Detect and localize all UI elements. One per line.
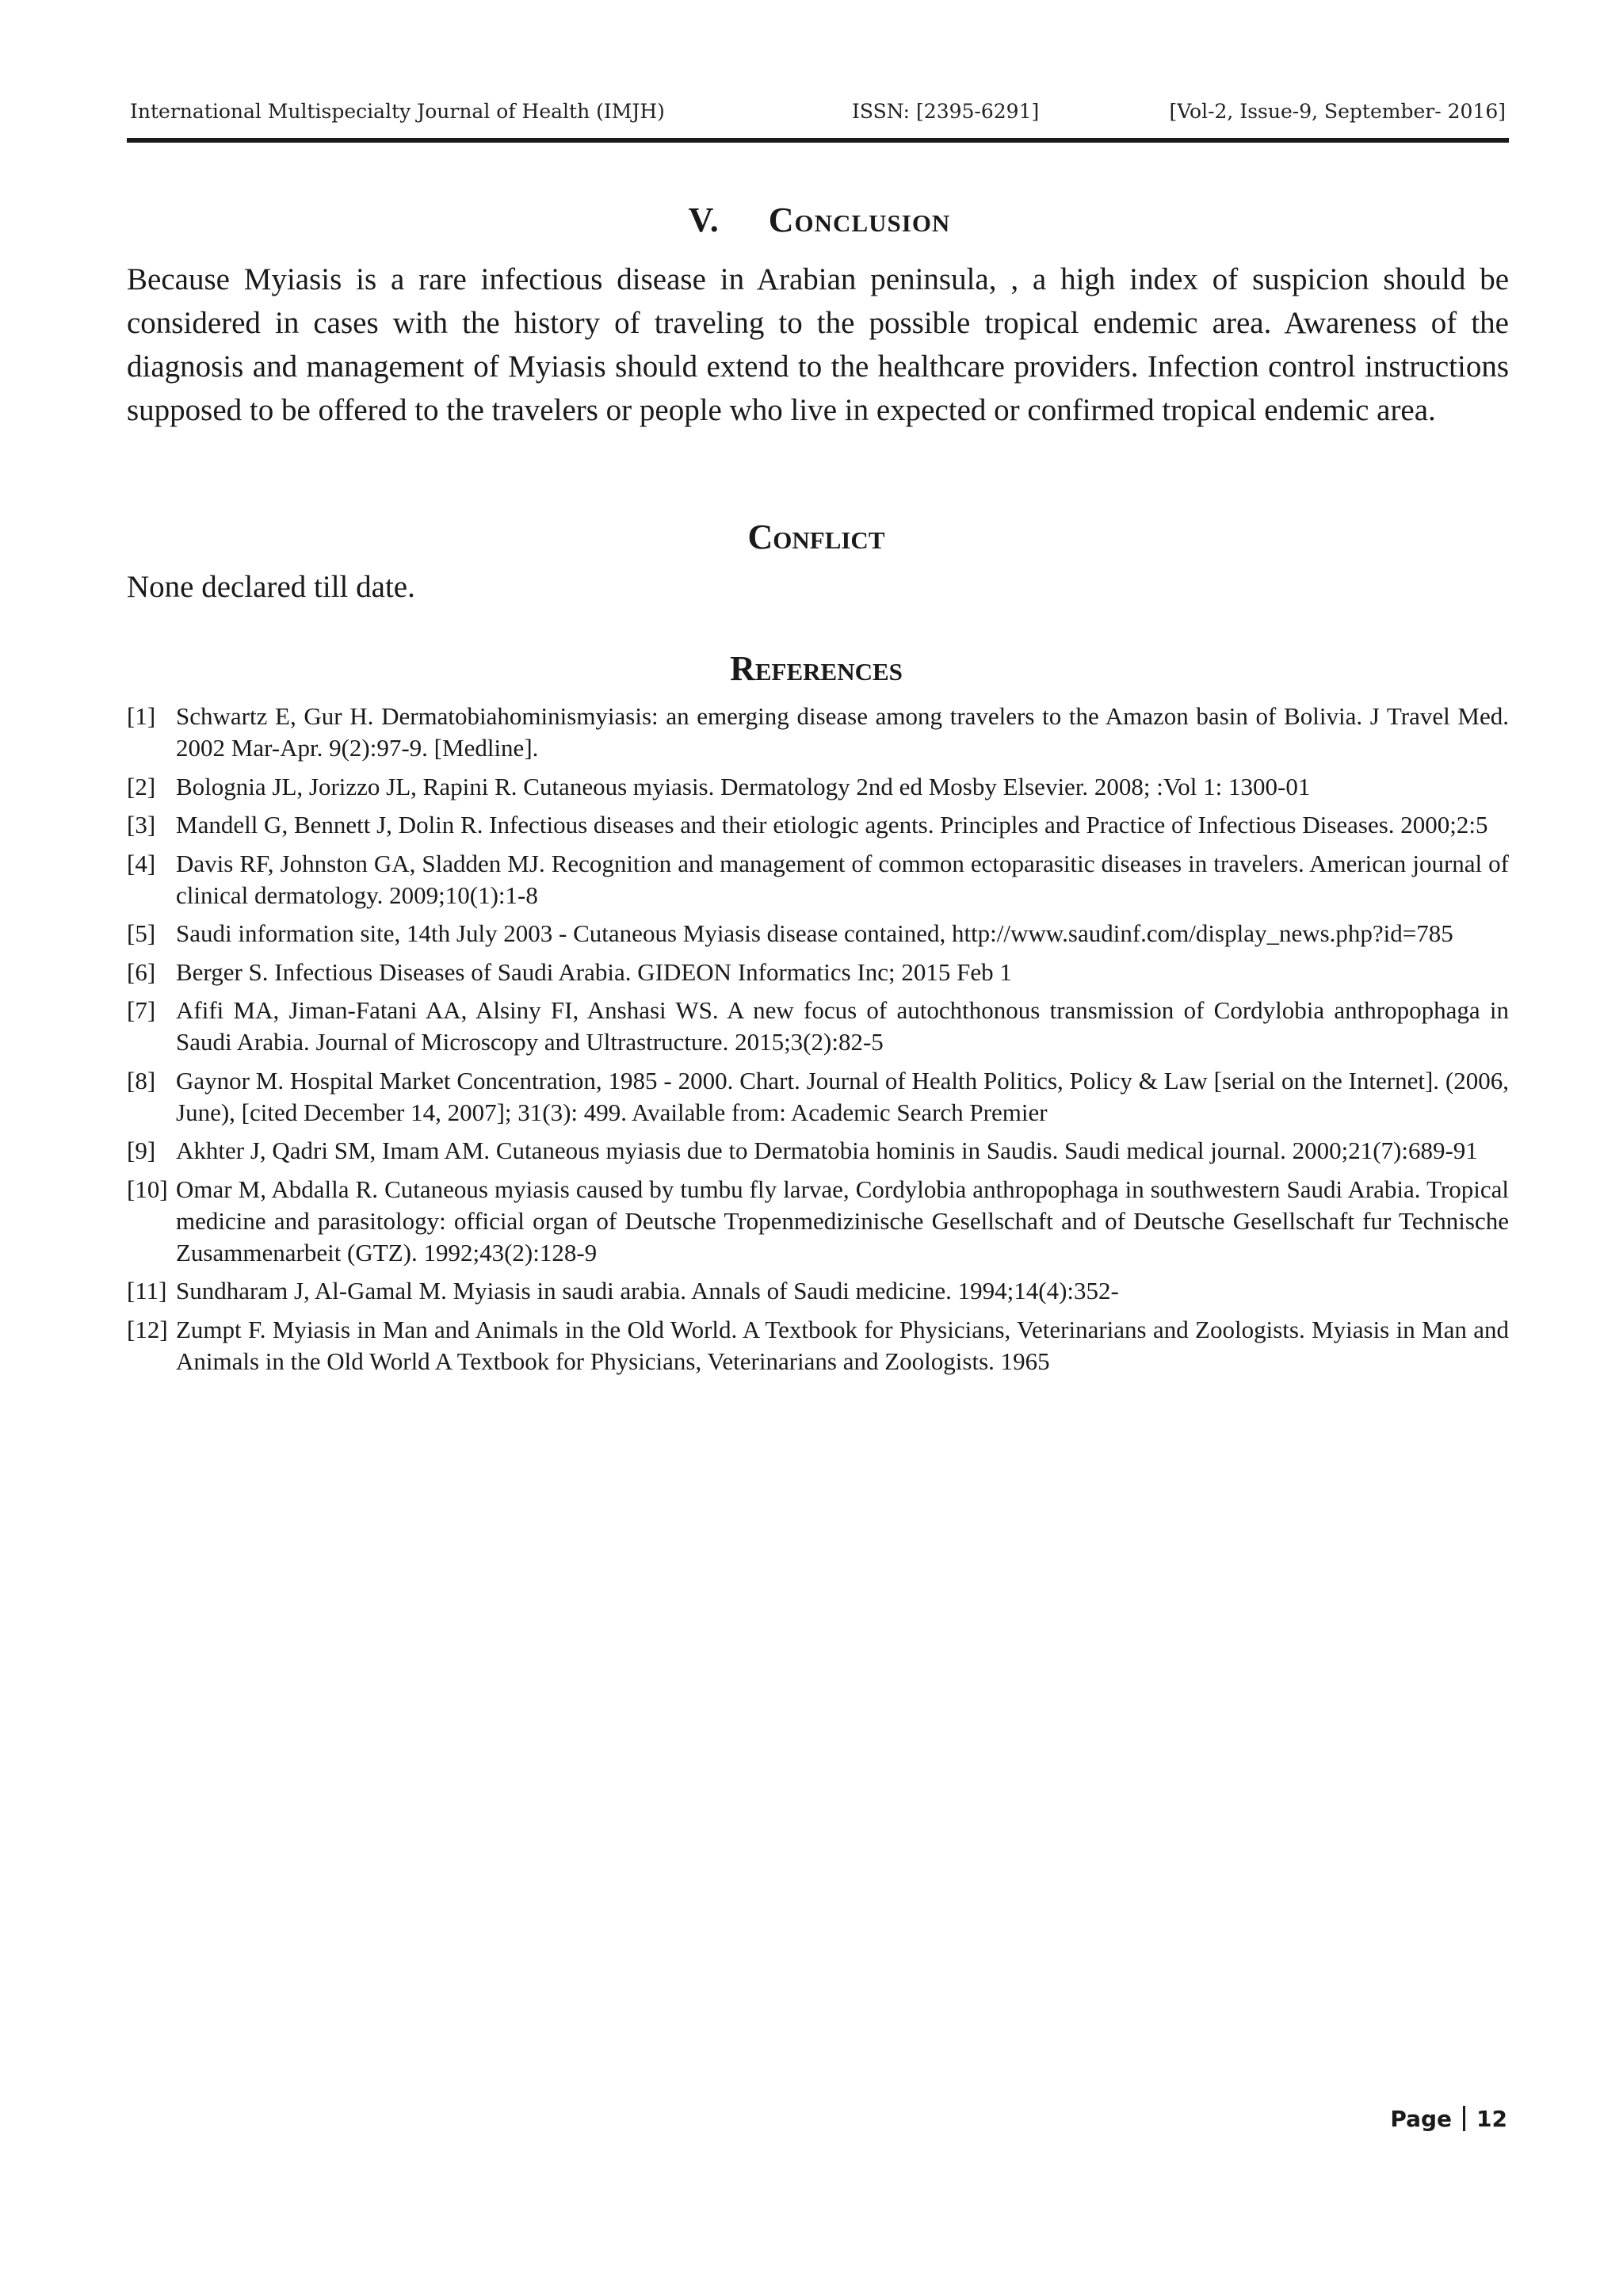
section-number: V.	[688, 201, 720, 239]
reference-item	[127, 1174, 1509, 1269]
page-label: Page	[1390, 2106, 1453, 2132]
reference-item	[127, 1135, 1509, 1167]
reference-text: Afifi MA, Jiman-Fatani AA, Alsiny FI, Anshasi WS. A new focus of autochthonous transmission of Cordylobia anthropophaga in Saudi Arabia. Journal of Microscopy and Ultrastructure. 2015;3(2):82-5	[176, 996, 1509, 1056]
reference-text: Akhter J, Qadri SM, Imam AM. Cutaneous myiasis due to Dermatobia hominis in Saudis. Saudi medical journal. 2000;21(7):689-91	[176, 1137, 1478, 1164]
reference-number: [11]	[127, 1277, 167, 1305]
reference-item	[127, 771, 1509, 803]
reference-item	[127, 1314, 1509, 1377]
footer-divider	[1463, 2106, 1465, 2131]
reference-number: [12]	[127, 1315, 168, 1343]
section-title: Conclusion	[768, 201, 951, 239]
header-rule	[127, 138, 1509, 143]
references-heading: References	[730, 649, 903, 688]
reference-number: [4]	[127, 849, 156, 877]
reference-item	[127, 1065, 1509, 1129]
reference-text: Berger S. Infectious Diseases of Saudi Arabia. GIDEON Informatics Inc; 2015 Feb 1	[176, 957, 1012, 986]
running-header	[127, 100, 1506, 132]
reference-text: Mandell G, Bennett J, Dolin R. Infectious diseases and their etiologic agents. Principles and Practice of Infectious Diseases. 2000;2:5	[176, 811, 1488, 839]
reference-number: [1]	[127, 702, 156, 730]
reference-number: [10]	[127, 1175, 168, 1203]
reference-item	[127, 701, 1509, 764]
reference-item	[127, 918, 1509, 949]
reference-text: Gaynor M. Hospital Market Concentration, 1985 - 2000. Chart. Journal of Health Politics, Policy & Law [serial on the Internet]. (2006, June), [cited December 14, 2007]; 31(3): 499. Available from: Academic Search Premier	[176, 1066, 1509, 1126]
reference-item	[127, 1275, 1509, 1307]
reference-text: Sundharam J, Al-Gamal M. Myiasis in saudi arabia. Annals of Saudi medicine. 1994;14(4):352-	[176, 1277, 1119, 1305]
issn: ISSN: [2395-6291]	[852, 100, 1040, 123]
reference-number: [5]	[127, 919, 156, 947]
reference-item	[127, 957, 1509, 988]
page-footer	[1390, 2106, 1507, 2132]
reference-text: Schwartz E, Gur H. Dermatobiahominismyiasis: an emerging disease among travelers to the Amazon basin of Bolivia. J Travel Med. 2002 Mar-Apr. 9(2):97-9. [Medline].	[176, 702, 1509, 762]
reference-number: [3]	[127, 811, 156, 839]
conclusion-heading	[0, 200, 1623, 240]
reference-item	[127, 809, 1509, 841]
journal-title: International Multispecialty Journal of Health (IMJH)	[130, 100, 665, 123]
reference-item	[127, 995, 1509, 1058]
reference-list	[127, 701, 1509, 1384]
reference-number: [7]	[127, 996, 156, 1024]
page-number: 12	[1476, 2106, 1507, 2132]
conflict-heading: Conflict	[747, 518, 885, 556]
reference-number: [9]	[127, 1137, 156, 1164]
conclusion-paragraph: Because Myiasis is a rare infectious disease in Arabian peninsula, , a high index of suspicion should be considered in cases with the history of traveling to the possible tropical endemic area. Awareness of the diagnosis and management of Myiasis should extend to the healthcare providers. Infection control instructions supposed to be offered to the travelers or people who live in expected or confirmed tropical endemic area.	[127, 262, 1509, 427]
conflict-text: None declared till date.	[127, 570, 415, 604]
reference-number: [6]	[127, 957, 156, 986]
reference-text: Omar M, Abdalla R. Cutaneous myiasis caused by tumbu fly larvae, Cordylobia anthropophaga in southwestern Saudi Arabia. Tropical medicine and parasitology: official organ of Deutsche Tropenmedizinische Gesellschaft and of Deutsche Gesellschaft fur Technische Zusammenarbeit (GTZ). 1992;43(2):128-9	[176, 1175, 1509, 1266]
reference-number: [2]	[127, 772, 156, 800]
reference-text: Bolognia JL, Jorizzo JL, Rapini R. Cutaneous myiasis. Dermatology 2nd ed Mosby Elsevier. 2008; :Vol 1: 1300-01	[176, 772, 1311, 800]
reference-item	[127, 848, 1509, 911]
reference-number: [8]	[127, 1066, 156, 1095]
reference-text: Zumpt F. Myiasis in Man and Animals in the Old World. A Textbook for Physicians, Veterinarians and Zoologists. Myiasis in Man and Animals in the Old World A Textbook for Physicians, Veterinarians and Zoologists. 1965	[176, 1315, 1509, 1375]
reference-text: Davis RF, Johnston GA, Sladden MJ. Recognition and management of common ectoparasitic diseases in travelers. American journal of clinical dermatology. 2009;10(1):1-8	[176, 849, 1509, 909]
reference-text: Saudi information site, 14th July 2003 - Cutaneous Myiasis disease contained, http://www.saudinf.com/display_news.php?id=785	[176, 919, 1453, 947]
volume-issue: [Vol-2, Issue-9, September- 2016]	[1169, 100, 1506, 123]
